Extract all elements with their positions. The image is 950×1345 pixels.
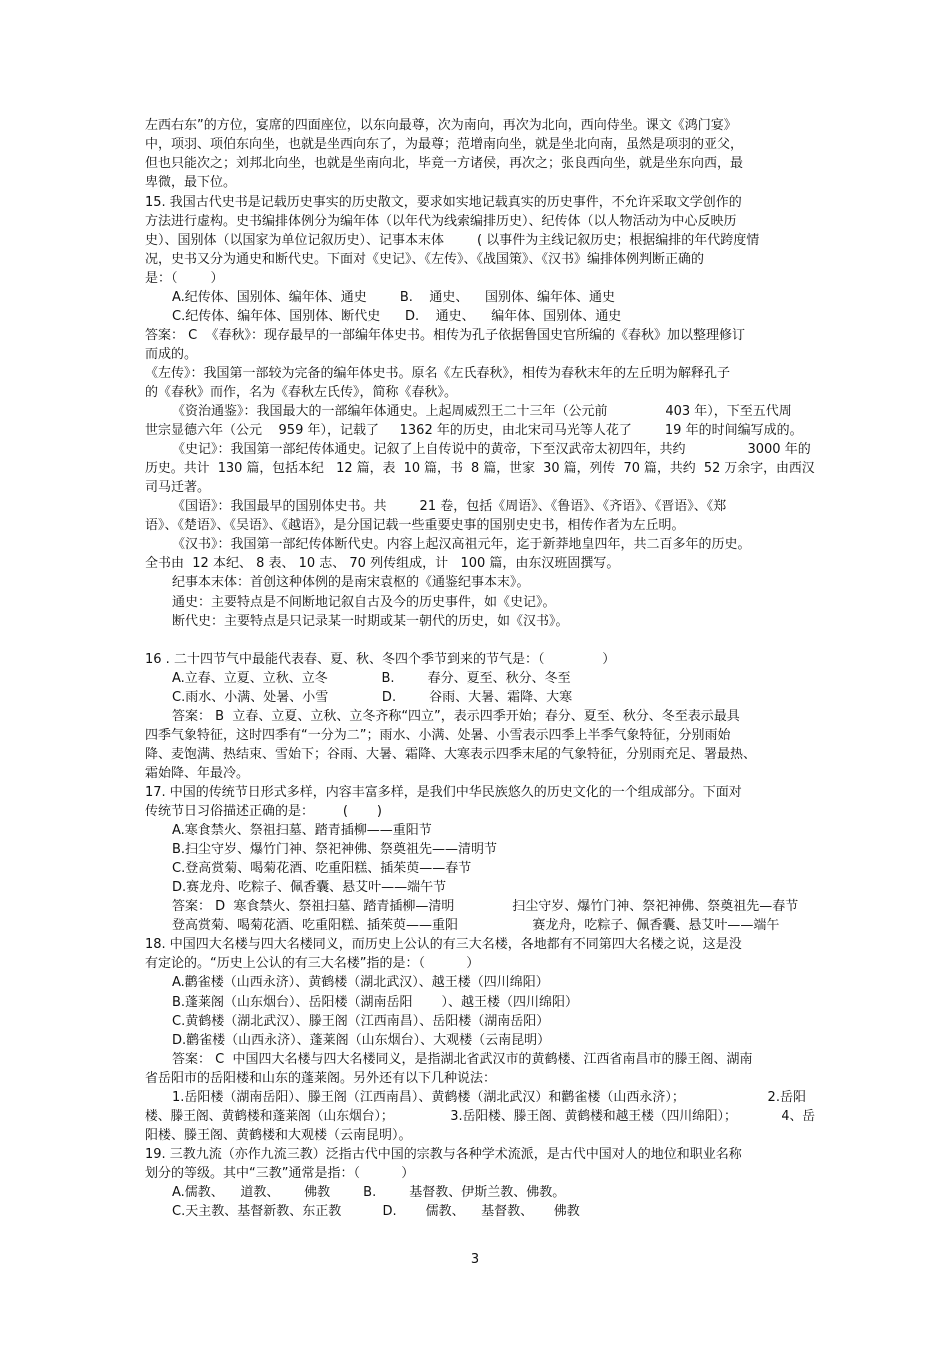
- question-line: 16 . 二十四节气中最能代表春、夏、秋、冬四个季节到来的节气是：（ ）: [145, 652, 616, 667]
- option-line: A.纪传体、国别体、编年体、通史 B. 通史、 国别体、编年体、通史: [172, 290, 615, 305]
- text-line: 《左传》：我国第一部较为完备的编年体史书。原名《左氏春秋》，相传为春秋末年的左丘明为解释孔子: [145, 366, 731, 381]
- answer-line: 答案： C 中国四大名楼与四大名楼同义，是指湖北省武汉市的黄鹤楼、江西省南昌市的滕王阁、湖南: [172, 1052, 753, 1067]
- text-line: 《汉书》：我国第一部纪传体断代史。内容上起汉高祖元年，迄于新莽地皇四年，共二百多年的历史。: [172, 537, 751, 552]
- text-line: 楼、滕王阁、黄鹤楼和蓬莱阁（山东烟台）； 3.岳阳楼、滕王阁、黄鹤楼和越王楼（四川绵阳）； 4、岳: [145, 1109, 816, 1124]
- option-line: A.鹳雀楼（山西永济）、黄鹤楼（湖北武汉）、越王楼（四川绵阳）: [172, 975, 549, 990]
- text-line: 省岳阳市的岳阳楼和山东的蓬莱阁。另外还有以下几种说法：: [145, 1071, 497, 1086]
- text-line: 全书由 12 本纪、 8 表、 10 志、 70 列传组成，计 100 篇，由东汉班固撰写。: [145, 556, 620, 571]
- text-line: 历史。共计 130 篇，包括本纪 12 篇，表 10 篇，书 8 篇，世家 30 篇，列传 70 篇，共约 52 万余字，由西汉: [145, 461, 815, 476]
- text-line: 左西右东”的方位，宴席的四面座位，以东向最尊，次为南向，再次为北向，西向侍坐。课文《鸿门宴》: [145, 118, 737, 133]
- text-line: 传统节日习俗描述正确的是： ( ): [145, 804, 382, 819]
- option-line: C.雨水、小满、处暑、小雪 D. 谷雨、大暑、霜降、大寒: [172, 690, 573, 705]
- question-line: 18. 中国四大名楼与四大名楼同义，而历史上公认的有三大名楼，各地都有不同第四大名楼之说，这是没: [145, 937, 742, 952]
- text-line: 登高赏菊、喝菊花酒、吃重阳糕、插茱萸——重阳 赛龙舟，吃粽子、佩香囊、悬艾叶——端午: [172, 918, 780, 933]
- option-line: D.赛龙舟、吃粽子、佩香囊、悬艾叶——端午节: [172, 880, 447, 895]
- option-line: A.儒教、 道教、 佛教 B. 基督教、伊斯兰教、佛教。: [172, 1185, 566, 1200]
- text-line: 史）、国别体（以国家为单位记叙历史）、记事本末体 ( 以事件为主线记叙历史；根据编排的年代跨度情: [145, 233, 760, 248]
- option-line: A.寒食禁火、祭祖扫墓、踏青插柳——重阳节: [172, 823, 432, 838]
- option-line: B.蓬莱阁（山东烟台）、岳阳楼（湖南岳阳 ）、越王楼（四川绵阳）: [172, 995, 578, 1010]
- text-line: 《史记》：我国第一部纪传体通史。记叙了上自传说中的黄帝，下至汉武帝太初四年，共约 3000 年的: [172, 442, 811, 457]
- option-line: C.纪传体、编年体、国别体、断代史 D. 通史、 编年体、国别体、通史: [172, 309, 622, 324]
- option-line: A.立春、立夏、立秋、立冬 B. 春分、夏至、秋分、冬至: [172, 671, 571, 686]
- text-line: 四季气象特征，这时四季有“一分为二”；雨水、小满、处暑、小雪表示四季上半季气象特征，分别雨始: [145, 728, 731, 743]
- text-line: 方法进行虚构。史书编排体例分为编年体（以年代为线索编排历史）、纪传体（以人物活动为中心反映历: [145, 214, 737, 229]
- answer-line: 答案： C 《春秋》：现存最早的一部编年体史书。相传为孔子依据鲁国史官所编的《春秋》加以整理修订: [145, 328, 745, 343]
- text-line: 降、麦饱满、热结束、雪始下；谷雨、大暑、霜降、大寒表示四季末尾的气象特征，分别雨充足、署最热、: [145, 747, 757, 762]
- text-line: 通史：主要特点是不间断地记叙自古及今的历史事件，如《史记》。: [172, 595, 556, 610]
- option-line: C.黄鹤楼（湖北武汉）、滕王阁（江西南昌）、岳阳楼（湖南岳阳）: [172, 1014, 550, 1029]
- text-line: 阳楼、滕王阁、黄鹤楼和大观楼（云南昆明）。: [145, 1128, 412, 1143]
- text-line: 是：（ ）: [145, 271, 224, 286]
- option-line: C.登高赏菊、喝菊花酒、吃重阳糕、插茱萸——春节: [172, 861, 472, 876]
- text-line: 《资治通鉴》：我国最大的一部编年体通史。上起周威烈王二十三年（公元前 403 年），下至五代周: [172, 404, 792, 419]
- question-line: 17. 中国的传统节日形式多样，内容丰富多样，是我们中华民族悠久的历史文化的一个组成部分。下面对: [145, 785, 742, 800]
- option-line: B.扫尘守岁、爆竹门神、祭祀神佛、祭奠祖先——清明节: [172, 842, 498, 857]
- text-line: 而成的。: [145, 347, 198, 362]
- text-line: 断代史：主要特点是只记录某一时期或某一朝代的历史，如《汉书》。: [172, 614, 569, 629]
- text-line: 《国语》：我国最早的国别体史书。共 21 卷，包括《周语》、《鲁语》、《齐语》、《晋语》、《郑: [172, 499, 727, 514]
- text-line: 司马迁著。: [145, 480, 211, 495]
- text-line: 卑微，最下位。: [145, 175, 237, 190]
- text-line: 的《春秋》而作，名为《春秋左氏传》，简称《春秋》。: [145, 385, 458, 400]
- text-line: 但也只能次之；刘邦北向坐，也就是坐南向北，毕竟一方诸侯，再次之；张良西向坐，就是坐东向西，最: [145, 156, 744, 171]
- text-line: 语》、《楚语》、《吴语》、《越语》，是分国记载一些重要史事的国别史史书，相传作者为左丘明。: [145, 518, 685, 533]
- text-line: 纪事本末体：首创这种体例的是南宋袁枢的《通鉴纪事本末》。: [172, 575, 530, 590]
- option-line: D.鹳雀楼（山西永济）、蓬莱阁（山东烟台）、大观楼（云南昆明）: [172, 1033, 551, 1048]
- option-line: C.天主教、基督新教、东正教 D. 儒教、 基督教、 佛教: [172, 1204, 580, 1219]
- question-line: 19. 三教九流（亦作九流三教）泛指古代中国的宗教与各种学术流派，是古代中国对人的地位和职业名称: [145, 1147, 742, 1162]
- text-line: 况，史书又分为通史和断代史。下面对《史记》、《左传》、《战国策》、《汉书》编排体例判断正确的: [145, 252, 705, 267]
- text-line: 划分的等级。其中“三教”通常是指：（ ）: [145, 1166, 415, 1181]
- text-line: 15. 我国古代史书是记载历史事实的历史散文，要求如实地记载真实的历史事件，不允许采取文学创作的: [145, 195, 742, 210]
- text-line: 有定论的。“历史上公认的有三大名楼”指的是：（ ）: [145, 956, 480, 971]
- answer-line: 答案： B 立春、立夏、立秋、立冬齐称“四立”，表示四季开始；春分、夏至、秋分、冬至表示最具: [172, 709, 740, 724]
- page-number: 3: [470, 1252, 480, 1267]
- text-line: 世宗显德六年（公元 959 年），记载了 1362 年的历史，由北宋司马光等人花了 19 年的时间编写成的。: [145, 423, 803, 438]
- text-line: 1.岳阳楼（湖南岳阳）、滕王阁（江西南昌）、黄鹤楼（湖北武汉）和鹳雀楼（山西永济）； 2.岳阳: [172, 1090, 806, 1105]
- text-line: 中，项羽、项伯东向坐，也就是坐西向东了，为最尊；范增南向坐，就是坐北向南，虽然是项羽的亚父，: [145, 137, 744, 152]
- answer-line: 答案： D 寒食禁火、祭祖扫墓、踏青插柳—清明 扫尘守岁、爆竹门神、祭祀神佛、祭奠祖先—春节: [172, 899, 799, 914]
- text-line: 霜始降、年最冷。: [145, 766, 250, 781]
